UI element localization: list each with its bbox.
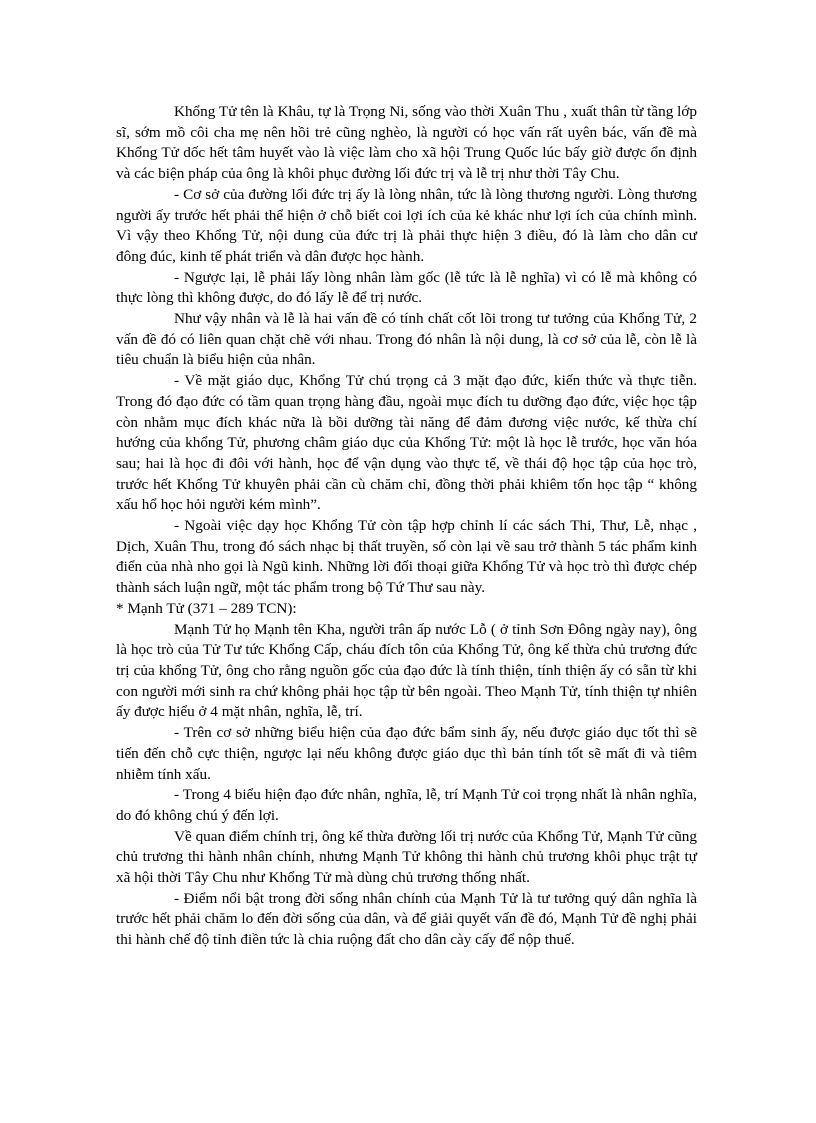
paragraph-bam-sinh: - Trên cơ sở những biểu hiện của đạo đức bẩm sinh ấy, nếu được giáo dục tốt thì sẽ tiến đến chỗ cực thiện, ngược lại nếu không được giáo dục thì bản tính tốt sẽ mất đi và tiêm nhiễm tính xấu. [116,724,697,783]
paragraph-nhan-nghia: - Trong 4 biểu hiện đạo đức nhân, nghĩa, lễ, trí Mạnh Tử coi trọng nhất là nhân nghĩa, do đó không chú ý đến lợi. [116,786,697,824]
section-heading-manh-tu: * Mạnh Tử (371 – 289 TCN): [116,599,297,617]
paragraph-manh-tu-intro: Mạnh Tử họ Mạnh tên Kha, người trân ấp nước Lỗ ( ở tỉnh Sơn Đông ngày nay), ông là học trò của Tử Tư tức Khổng Cấp, cháu đích tôn của Khổng Tử, ông kế thừa chủ trương đức trị của khổng Tử, ông cho rằng nguồn gốc của đạo đức là tính thiện, tính thiện ấy có sẵn từ khi con người mới sinh ra chứ không phải học tập từ bên ngoài. Theo Mạnh Tử, tính thiện tự nhiên ấy được hiểu ở 4 mặt nhân, nghĩa, lễ, trí. [116,620,697,721]
paragraph-duc-tri: - Cơ sở của đường lối đức trị ấy là lòng nhân, tức là lòng thương người. Lòng thương người ấy trước hết phải thể hiện ở chỗ biết coi lợi ích của kẻ khác như lợi ích của chính mình. Vì vậy theo Khổng Tử, nội dung của đức trị là phải thực hiện 3 điều, đó là làm cho dân cư đông đúc, kinh tế phát triển và dân được học hành. [116,185,697,265]
document-page [116,102,697,951]
paragraph-chinh-tri: Về quan điểm chính trị, ông kế thừa đường lối trị nước của Khổng Tử, Mạnh Tử cũng chủ trương thi hành nhân chính, nhưng Mạnh Tử không thi hành chủ trương khôi phục trật tự xã hội thời Tây Chu như Khổng Tử mà dùng chủ trương thống nhất. [116,827,697,887]
paragraph-giao-duc: - Về mặt giáo dục, Khổng Tử chú trọng cả 3 mặt đạo đức, kiến thức và thực tiễn. Trong đó đạo đức có tầm quan trọng hàng đầu, ngoài mục đích tu dưỡng đạo đức, việc học tập còn nhằm mục đích khác nữa là bồi dưỡng tài năng để đảm đương việc nước, kế thừa chí hướng của khổng Tử, phương châm giáo dục của Khổng Tử: một là học lễ trước, học văn hóa sau; hai là học đi đôi với hành, học để vận dụng vào thực tế, về thái độ học tập của học trò, trước hết Khổng Tử khuyên phải cần cù chăm chỉ, đồng thời phải khiêm tốn học tập “ không xấu hổ học hỏi người kém mình”. [116,372,697,514]
paragraph-sach: - Ngoài việc dạy học Khổng Tử còn tập hợp chỉnh lí các sách Thi, Thư, Lễ, nhạc , Dịch, Xuân Thu, trong đó sách nhạc bị thất truyền, số còn lại về sau trở thành 5 tác phẩm kinh điển của nhà nho gọi là Ngũ kinh. Những lời đối thoại giữa Khổng Tử và học trò thì được chép thành sách luận ngữ, một tác phẩm trong bộ Tứ Thư sau này. [116,517,697,597]
paragraph-khong-tu-intro: Khổng Tử tên là Khâu, tự là Trọng Ni, sống vào thời Xuân Thu , xuất thân từ tầng lớp sĩ, sớm mồ côi cha mẹ nên hồi trẻ cũng nghèo, là người có học vấn rất uyên bác, vấn đề mà Khổng Tử dốc hết tâm huyết vào là việc làm cho xã hội Trung Quốc lúc bấy giờ được ổn định và các biện pháp của ông là khôi phục đường lối đức trị và lễ trị như thời Tây Chu. [116,103,697,183]
paragraph-le: - Ngược lại, lễ phải lấy lòng nhân làm gốc (lễ tức là lễ nghĩa) vì có lễ mà không có thực lòng thì không được, do đó lấy lễ để trị nước. [116,268,697,307]
paragraph-quy-dan: - Điểm nổi bật trong đời sống nhân chính của Mạnh Tử là tư tưởng quý dân nghĩa là trước hết phải chăm lo đến đời sống của dân, và để giải quyết vấn đề đó, Mạnh Tử đề nghị phải thi hành chế độ tỉnh điền tức là chia ruộng đất cho dân cày cấy để nộp thuế. [116,889,697,949]
paragraph-nhan-le: Như vậy nhân và lễ là hai vấn đề có tính chất cốt lõi trong tư tưởng của Khổng Tử, 2 vấn đề đó có liên quan chặt chẽ với nhau. Trong đó nhân là nội dung, là cơ sở của lễ, còn lễ là tiêu chuẩn là biểu hiện của nhân. [116,310,697,369]
